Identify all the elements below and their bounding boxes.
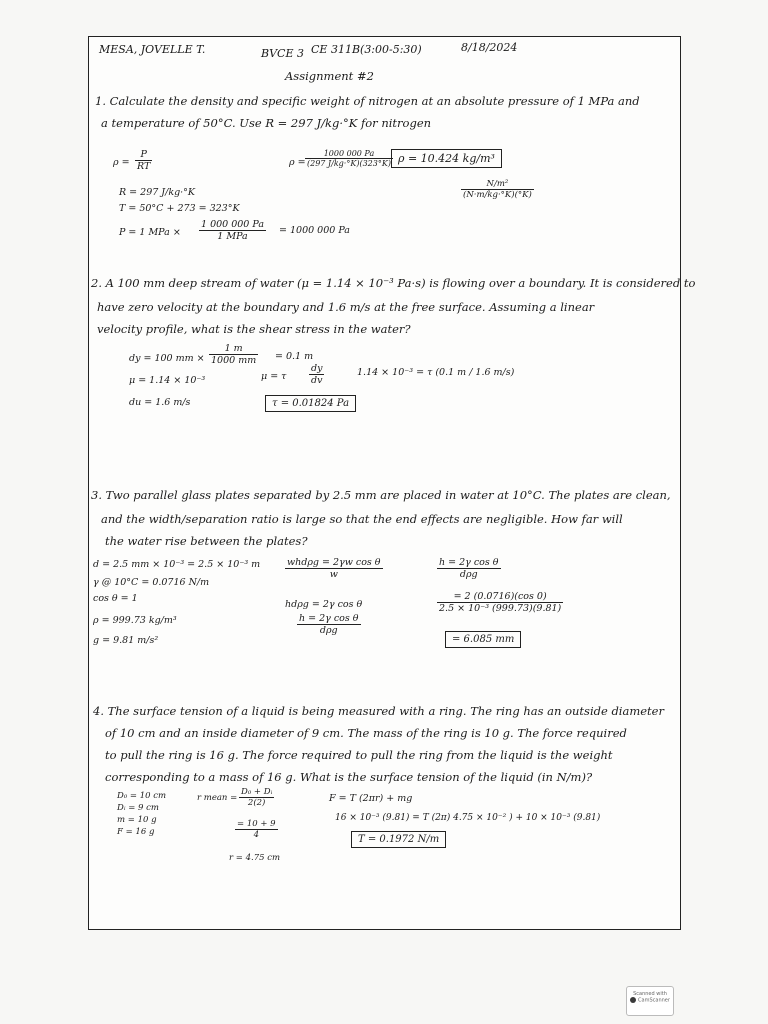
q4-line-3: to pull the ring is 16 g. The force required to pull the ring from the liquid is the weight [105,748,613,762]
q3-eq-3: h = 2γ cos θ dρg [299,613,359,636]
q1-sub-lhs: ρ = [289,157,306,168]
q4-given-Di: Dᵢ = 9 cm [117,803,159,813]
q4-given-m: m = 10 g [117,815,157,825]
q3-given-d: d = 2.5 mm × 10⁻³ = 2.5 × 10⁻³ m [93,559,261,570]
q4-r2-fraction: $\frac{= 10 + 9}{4}$ [237,819,276,840]
q2-substitution: 1.14 × 10⁻³ = τ (0.1 m / 1.6 m/s) [357,367,515,378]
q4-rmean-fraction: $\frac{\text{D₀ + Dᵢ}}{2(2)}$ [241,787,273,808]
q2-dy-fraction: $\frac{1 m}{1000 mm}$ [211,343,257,366]
q4-given-Do: D₀ = 10 cm [117,791,167,801]
q2-answer: τ = 0.01824 Pa [265,395,356,412]
q3-eq-5: $\frac{= 2 (0.0716)(\cos 0)}{\text{2.5 × 10⁻³ (999.73)(9.81)}}$ [439,591,562,614]
student-name: MESA, JOVELLE T. [99,43,206,56]
q2-du: du = 1.6 m/s [129,397,191,408]
q3-line-2: and the width/separation ratio is large so that the end effects are negligible. How far will [101,512,623,526]
q4-line-2: of 10 cm and an inside diameter of 9 cm. The mass of the ring is 10 g. The force required [105,726,627,740]
q3-eq-1: whdρg = 2γw cos θ w [287,557,381,580]
course: CE 311B(3:00-5:30) [311,43,422,56]
q4-line-1: 4. The surface tension of a liquid is being measured with a ring. The ring has an outside diameter [93,704,664,718]
q4-substitution: 16 × 10⁻³ (9.81) = T (2π) 4.75 × 10⁻² ) + 10 × 10⁻³ (9.81) [335,813,601,823]
q2-line-1: 2. A 100 mm deep stream of water (μ = 1.14 × 10⁻³ Pa·s) is flowing over a boundary. It is considered to [91,276,696,290]
q2-dy-result: = 0.1 m [275,351,314,362]
section: BVCE 3 [261,47,304,60]
q3-given-rho: ρ = 999.73 kg/m³ [93,615,177,626]
q3-line-3: the water rise between the plates? [105,534,308,548]
camscanner-logo-icon [630,997,636,1003]
scanner-watermark [626,986,674,1016]
q3-eq-2: hdρg = 2γ cos θ [285,599,363,610]
q2-line-2: have zero velocity at the boundary and 1.6 m/s at the free surface. Assuming a linear [97,300,595,314]
q3-line-1: 3. Two parallel glass plates separated by 2.5 mm are placed in water at 10°C. The plates are clean, [91,488,671,502]
q1-line-1: 1. Calculate the density and specific weight of nitrogen at an absolute pressure of 1 MPa and [95,94,640,108]
q1-rho-lhs: ρ = [113,157,130,168]
watermark-brand: CamScanner [638,997,670,1004]
q3-given-cos: cos θ = 1 [93,593,138,604]
q4-line-4: corresponding to a mass of 16 g. What is the surface tension of the liquid (in N/m)? [105,770,593,784]
q2-mu: μ = 1.14 × 10⁻³ [129,375,206,386]
q1-line-2: a temperature of 50°C. Use R = 297 J/kg·°K for nitrogen [101,116,432,130]
q1-P-lhs: P = 1 MPa × [119,227,181,238]
q4-r-result: r = 4.75 cm [229,853,281,863]
q3-eq-4: h = 2γ cos θ dρg [439,557,499,580]
q4-answer: T = 0.1972 N/m [351,831,446,848]
paper-sheet [88,36,696,930]
q1-T: T = 50°C + 273 = 323°K [119,203,240,214]
q3-given-g: g = 9.81 m/s² [93,635,159,646]
q4-force-eq: F = T (2πr) + mg [329,793,413,804]
q1-P-fraction: 1 000 000 Pa 1 MPa [201,219,264,242]
date: 8/18/2024 [461,41,518,54]
q3-given-gamma: γ @ 10°C = 0.0716 N/m [93,577,210,588]
q2-mu-fraction: $\frac{dy}{dv}$ [311,363,323,386]
watermark-line-1: Scanned with [633,991,667,997]
q1-sub-fraction: $\frac{1000 000 Pa}{(297 J/kg\cdot^\circ K)(323^\circ K)}$ [307,149,391,168]
assignment-title: Assignment #2 [285,69,374,83]
q4-given-F: F = 16 g [117,827,155,837]
q3-answer: = 6.085 mm [445,631,521,648]
q2-dy-lhs: dy = 100 mm × [129,353,205,364]
q2-mu-lhs: μ = τ [261,371,287,382]
q1-R: R = 297 J/kg·°K [119,187,196,198]
watermark-line-2 [627,997,673,1004]
q2-line-3: velocity profile, what is the shear stress in the water? [97,322,411,336]
q1-rho-fraction: $\frac{P}{RT}$ [137,149,151,172]
q4-rmean-lhs: r mean = [197,793,238,803]
q1-P-result: = 1000 000 Pa [279,225,350,236]
q1-unit-check: $\frac{\text{N/m²}}{(N\cdot m/kg\cdot^\circ K)(^\circ K)}$ [463,179,532,200]
q1-answer: ρ = 10.424 kg/m³ [391,149,502,168]
